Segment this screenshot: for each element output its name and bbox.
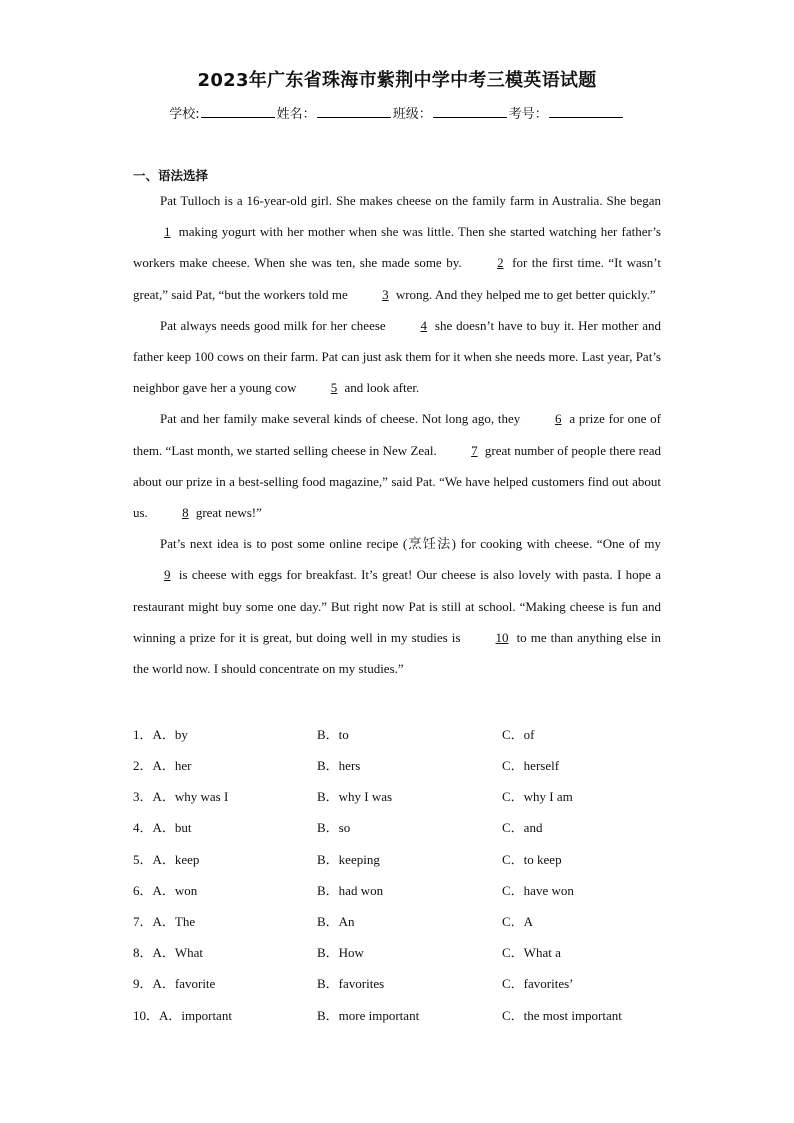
blank-4: 4: [420, 317, 428, 333]
number-blank[interactable]: [549, 105, 623, 118]
option-a[interactable]: 9．A．favorite: [133, 976, 216, 991]
question-row: [133, 849, 673, 869]
option-a[interactable]: 8．A．What: [133, 945, 204, 960]
option-b[interactable]: B．An: [317, 914, 355, 929]
paragraph-4: [133, 528, 661, 684]
option-a[interactable]: 7．A．The: [133, 914, 196, 929]
passage-text: wrong. And they helped me to get better quickly.”: [395, 286, 656, 302]
option-c[interactable]: C．to keep: [502, 852, 562, 867]
question-row: [133, 942, 673, 962]
option-a[interactable]: 5．A．keep: [133, 852, 200, 867]
option-c[interactable]: C．and: [502, 820, 543, 835]
blank-2: 2: [497, 255, 504, 271]
passage-text: Pat Tulloch is a 16-year-old girl. She makes cheese on the family farm in Australia. She began: [160, 193, 661, 208]
blank-6: 6: [555, 411, 562, 427]
option-c[interactable]: C．have won: [502, 883, 574, 898]
class-label: 班级：: [392, 107, 432, 122]
question-row: [133, 1005, 673, 1025]
question-row: [133, 755, 673, 775]
name-label: 姓名：: [276, 107, 316, 122]
option-b[interactable]: B．so: [317, 820, 351, 835]
name-blank[interactable]: [317, 105, 391, 118]
passage-text: making yogurt with her mother when she was little. Then she started watching her father’s workers make cheese. When she was ten, she made some by.: [133, 224, 661, 271]
option-b[interactable]: B．had won: [317, 883, 384, 898]
question-row: [133, 973, 673, 993]
option-b[interactable]: B．keeping: [317, 852, 380, 867]
option-c[interactable]: C．the most important: [502, 1008, 622, 1023]
passage-text: great news!”: [195, 505, 262, 521]
question-row: [133, 786, 673, 806]
option-b[interactable]: B．How: [317, 945, 364, 960]
passage-text: a prize for one of them. “Last month, we started selling cheese in New Zeal.: [133, 411, 662, 458]
passage-text: to me than anything else in the world now. I should concentrate on my studies.”: [133, 629, 662, 677]
page-title: 2023年广东省珠海市紫荆中学中考三模英语试题: [197, 70, 597, 91]
blank-3: 3: [382, 286, 389, 302]
question-row: [133, 880, 673, 900]
option-a[interactable]: 3．A．why was I: [133, 789, 229, 804]
section-heading: 一、语法选择: [133, 168, 209, 183]
option-c[interactable]: C．favorites’: [502, 976, 574, 991]
passage-text: Pat always needs good milk for her cheese: [160, 317, 386, 333]
option-b[interactable]: B．why I was: [317, 789, 393, 804]
student-info-line: [0, 103, 794, 122]
option-a[interactable]: 4．A．but: [133, 820, 192, 835]
blank-10: 10: [495, 629, 509, 645]
passage-text: Pat’s next idea is to post some online recipe (烹饪法) for cooking with cheese. “One of my: [160, 536, 661, 552]
school-label: 学校:: [169, 107, 200, 122]
passage-text: is cheese with eggs for breakfast. It’s great! Our cheese is also lovely with pasta. I hope a restaurant might buy some one day.” But right now Pat is still at school. “Making cheese is fun and winning a prize for it is great, but doing well in my studies is: [133, 567, 662, 645]
blank-9: 9: [164, 567, 171, 583]
option-b[interactable]: B．more important: [317, 1008, 420, 1023]
option-c[interactable]: C．why I am: [502, 789, 573, 804]
question-row: [133, 911, 673, 931]
question-row: [133, 724, 673, 744]
blank-7: 7: [471, 442, 478, 458]
passage-text: she doesn’t have to buy it. Her mother and father keep 100 cows on their farm. Pat can just ask them for it when she needs more. Last year, Pat’s neighbor gave her a young cow: [133, 317, 661, 396]
blank-8: 8: [182, 505, 189, 521]
passage-text: great number of people there read about our prize in a best-selling food magazine,” said Pat. “We have helped customers find out about us.: [133, 442, 662, 521]
class-blank[interactable]: [433, 105, 507, 118]
question-row: [133, 817, 673, 837]
option-c[interactable]: C．of: [502, 727, 535, 742]
school-blank[interactable]: [201, 105, 275, 118]
paragraph-1: [133, 185, 661, 310]
option-a[interactable]: 2．A．her: [133, 758, 192, 773]
option-a[interactable]: 10．A．important: [133, 1008, 232, 1023]
passage-text: for the first time. “It wasn’t great,” said Pat, “but the workers told me: [133, 255, 662, 302]
option-c[interactable]: C．A: [502, 914, 534, 929]
reading-passage: [133, 185, 661, 684]
paragraph-3: [133, 403, 661, 528]
paragraph-2: [133, 310, 661, 404]
option-c[interactable]: C．herself: [502, 758, 560, 773]
option-b[interactable]: B．to: [317, 727, 349, 742]
blank-1: 1: [164, 224, 171, 240]
option-a[interactable]: 6．A．won: [133, 883, 198, 898]
option-b[interactable]: B．hers: [317, 758, 361, 773]
option-a[interactable]: 1．A．by: [133, 727, 188, 742]
number-label: 考号：: [508, 107, 548, 122]
option-c[interactable]: C．What a: [502, 945, 561, 960]
blank-5: 5: [330, 380, 338, 396]
passage-text: and look after.: [344, 380, 420, 396]
option-b[interactable]: B．favorites: [317, 976, 385, 991]
passage-text: Pat and her family make several kinds of cheese. Not long ago, they: [160, 411, 521, 427]
